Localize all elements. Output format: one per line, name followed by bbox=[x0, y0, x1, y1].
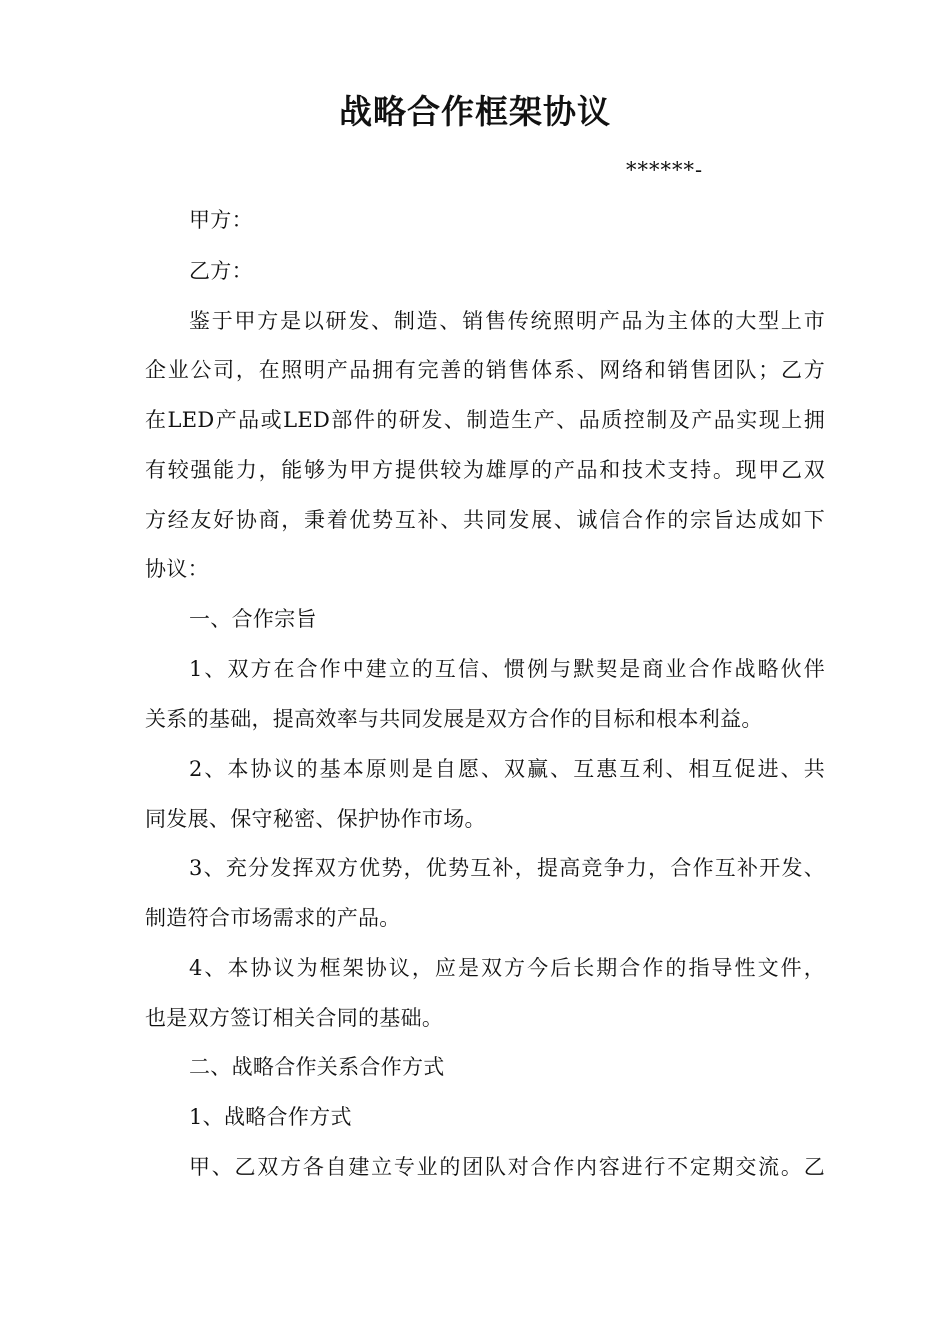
subsection-heading-method: 1、战略合作方式 bbox=[189, 1105, 352, 1129]
preamble-line: 鉴于甲方是以研发、制造、销售传统照明产品为主体的大型上市 bbox=[189, 309, 825, 333]
subsection-text-line: 甲、乙双方各自建立专业的团队对合作内容进行不定期交流。乙 bbox=[189, 1155, 825, 1179]
preamble-line: 方经友好协商，秉着优势互补、共同发展、诚信合作的宗旨达成如下 bbox=[145, 508, 825, 532]
section-heading-purpose: 一、合作宗旨 bbox=[189, 607, 317, 631]
clause-3-line: 制造符合市场需求的产品。 bbox=[145, 906, 401, 930]
section-heading-cooperation: 二、战略合作关系合作方式 bbox=[189, 1055, 445, 1079]
preamble-line: 有较强能力，能够为甲方提供较为雄厚的产品和技术支持。现甲乙双 bbox=[145, 458, 825, 482]
clause-1-line: 关系的基础，提高效率与共同发展是双方合作的目标和根本利益。 bbox=[145, 707, 763, 731]
document-serial: ******- bbox=[626, 158, 704, 182]
preamble-line: 企业公司，在照明产品拥有完善的销售体系、网络和销售团队；乙方 bbox=[145, 358, 825, 382]
party-a-label: 甲方： bbox=[189, 208, 253, 232]
clause-4-line: 也是双方签订相关合同的基础。 bbox=[145, 1006, 444, 1030]
preamble-line: 协议： bbox=[145, 557, 209, 581]
clause-2-line: 2、本协议的基本原则是自愿、双赢、互惠互利、相互促进、共 bbox=[189, 757, 825, 781]
clause-3-line: 3、充分发挥双方优势，优势互补，提高竞争力，合作互补开发、 bbox=[189, 856, 825, 880]
preamble-line: 在LED产品或LED部件的研发、制造生产、品质控制及产品实现上拥 bbox=[145, 408, 825, 432]
party-b-label: 乙方： bbox=[189, 259, 253, 283]
clause-1-line: 1、双方在合作中建立的互信、惯例与默契是商业合作战略伙伴 bbox=[189, 657, 825, 681]
clause-2-line: 同发展、保守秘密、保护协作市场。 bbox=[145, 807, 486, 831]
document-title: 战略合作框架协议 bbox=[339, 92, 611, 131]
clause-4-line: 4、本协议为框架协议，应是双方今后长期合作的指导性文件， bbox=[189, 956, 825, 980]
